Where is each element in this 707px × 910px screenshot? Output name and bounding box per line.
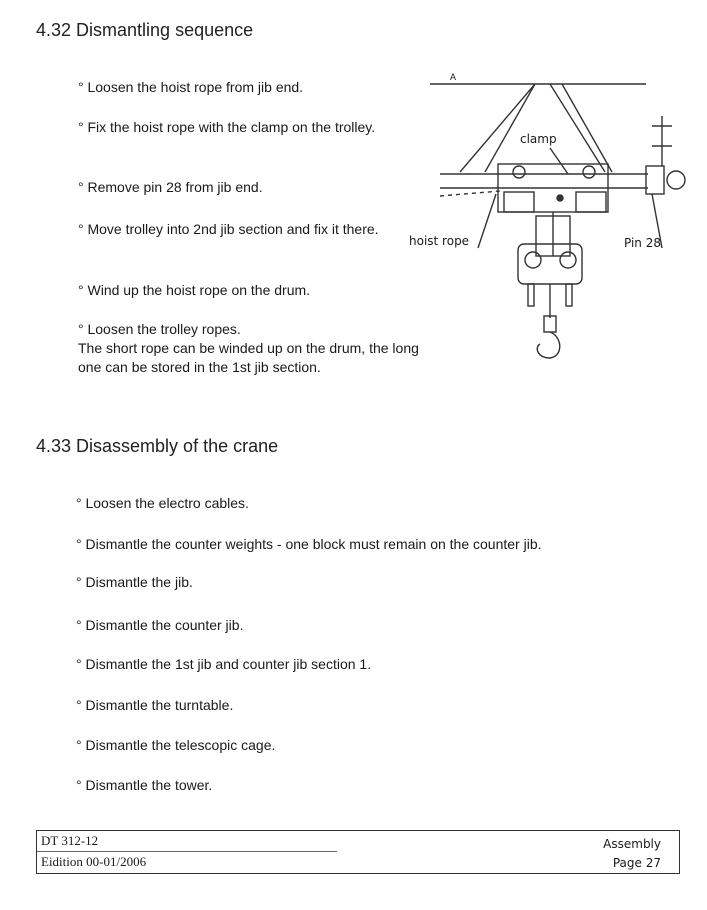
list-item: ° Dismantle the counter jib.: [76, 617, 244, 633]
list-item: ° Fix the hoist rope with the clamp on the trolley.: [78, 119, 376, 135]
section-heading-4-32: 4.32 Dismantling sequence: [36, 20, 254, 40]
list-item: ° Dismantle the jib.: [76, 574, 193, 590]
pin-28-label: Pin 28: [624, 236, 661, 250]
list-item: ° Wind up the hoist rope on the drum.: [78, 282, 311, 298]
page-number: Page 27: [612, 856, 661, 870]
edition: Eidition 00-01/2006: [41, 854, 147, 869]
hoist-rope-label: hoist rope: [409, 234, 470, 248]
list-item: ° Loosen the electro cables.: [76, 495, 249, 511]
figure-marker-label: A: [450, 72, 457, 82]
clamp-label: clamp: [520, 132, 557, 146]
list-item: ° Loosen the hoist rope from jib end.: [78, 79, 304, 95]
list-item: ° Dismantle the 1st jib and counter jib section 1.: [76, 656, 372, 672]
list-item: ° Move trolley into 2nd jib section and fix it there.: [78, 221, 379, 237]
list-item: ° Dismantle the counter weights - one block must remain on the counter jib.: [76, 536, 542, 552]
section-heading-4-33: 4.33 Disassembly of the crane: [36, 436, 279, 456]
list-item: ° Dismantle the telescopic cage.: [76, 737, 276, 753]
document-id: DT 312-12: [41, 833, 99, 848]
trolley-figure: [400, 66, 692, 368]
chapter-name: Assembly: [603, 837, 661, 851]
footer-divider: [37, 851, 337, 852]
trolley-diagram: [400, 66, 692, 368]
list-item: ° Dismantle the tower.: [76, 777, 213, 793]
list-item: ° Dismantle the turntable.: [76, 697, 234, 713]
page-footer: [36, 830, 680, 874]
list-item-continuation: The short rope can be winded up on the drum, the long one can be stored in the 1st jib section.: [78, 340, 419, 375]
list-item: ° Loosen the trolley ropes.: [78, 321, 241, 337]
list-item: ° Remove pin 28 from jib end.: [78, 179, 263, 195]
